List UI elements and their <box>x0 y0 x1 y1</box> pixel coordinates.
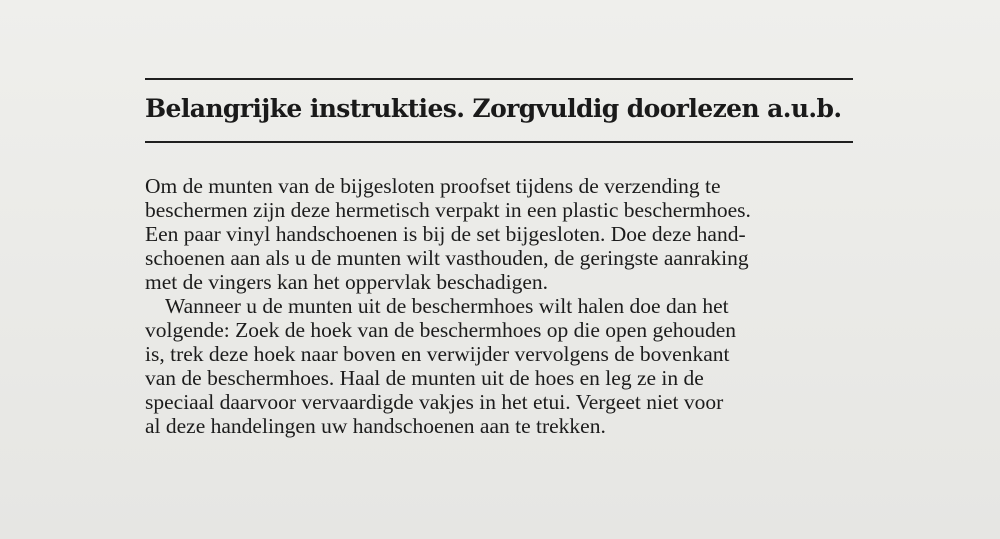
text-line: van de beschermhoes. Haal de munten uit de hoes en leg ze in de <box>145 366 704 390</box>
top-rule <box>145 78 853 80</box>
heading: Belangrijke instrukties. Zorgvuldig doorlezen a.u.b. <box>145 94 842 123</box>
text-line: volgende: Zoek de hoek van de beschermhoes op die open gehouden <box>145 318 737 342</box>
paragraph-2 <box>145 294 865 438</box>
text-line: Wanneer u de munten uit de beschermhoes wilt halen doe dan het <box>165 294 729 318</box>
text-line: met de vingers kan het oppervlak beschadigen. <box>145 270 548 294</box>
text-line: Om de munten van de bijgesloten proofset tijdens de verzending te <box>145 174 721 198</box>
paragraph-1 <box>145 174 865 294</box>
text-line: is, trek deze hoek naar boven en verwijder vervolgens de bovenkant <box>145 342 730 366</box>
text-line: schoenen aan als u de munten wilt vasthouden, de geringste aanraking <box>145 246 749 270</box>
text-line: Een paar vinyl handschoenen is bij de set bijgesloten. Doe deze hand- <box>145 222 746 246</box>
body-text <box>145 174 865 438</box>
text-line: al deze handelingen uw handschoenen aan te trekken. <box>145 414 606 438</box>
text-line: speciaal daarvoor vervaardigde vakjes in het etui. Vergeet niet voor <box>145 390 724 414</box>
text-line: beschermen zijn deze hermetisch verpakt in een plastic beschermhoes. <box>145 198 751 222</box>
bottom-rule <box>145 141 853 143</box>
